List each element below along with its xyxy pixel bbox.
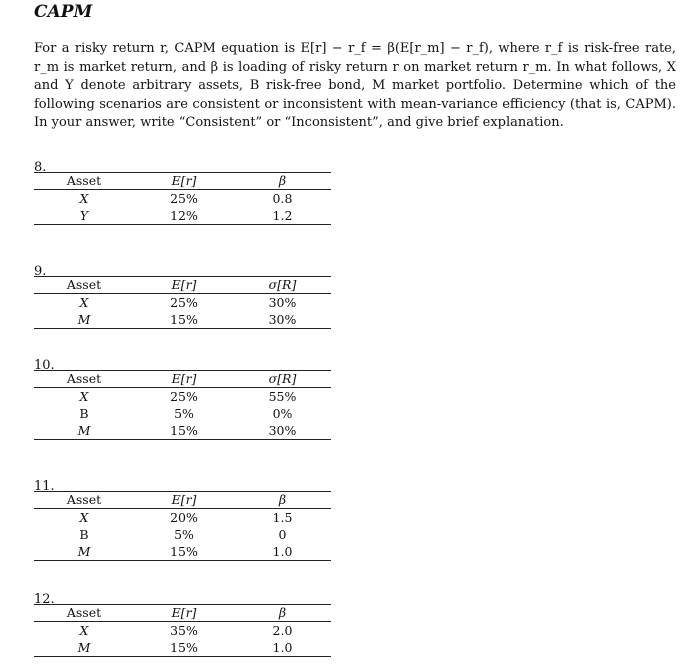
- asset-table: [34, 604, 331, 657]
- table-row: [34, 207, 331, 225]
- problem-number: 12.: [34, 592, 55, 607]
- asset-name: Y: [34, 207, 134, 225]
- beta-value: 0.8: [272, 191, 293, 206]
- header-beta: β: [234, 173, 331, 190]
- table-row: [34, 622, 331, 640]
- table-header-row: [34, 605, 331, 622]
- asset-name: X: [79, 623, 89, 638]
- header-beta: β: [234, 605, 331, 622]
- asset-table: [34, 172, 331, 225]
- table-row: [34, 422, 331, 440]
- header-expected-return: E[r]: [134, 173, 234, 190]
- beta-value: 2.0: [272, 623, 293, 638]
- asset-name: B: [79, 406, 89, 421]
- volatility-value: 55%: [268, 389, 297, 404]
- expected-return-value: 5%: [174, 406, 194, 421]
- table-row: [34, 190, 331, 208]
- table-row: [34, 543, 331, 561]
- volatility-value: 30%: [234, 311, 331, 329]
- header-asset: Asset: [34, 173, 134, 190]
- volatility-value: 0%: [272, 406, 293, 421]
- table-row: [34, 639, 331, 657]
- table-row: [34, 405, 331, 422]
- expected-return-value: 5%: [174, 527, 194, 542]
- beta-value: 0: [278, 527, 287, 542]
- table-header-row: [34, 371, 331, 388]
- expected-return-value: 15%: [134, 311, 234, 329]
- volatility-value: 30%: [268, 295, 297, 310]
- header-expected-return: E[r]: [134, 492, 234, 509]
- asset-table: [34, 276, 331, 329]
- asset-table: [34, 370, 331, 440]
- table-header-row: [34, 277, 331, 294]
- header-volatility: σ[R]: [234, 371, 331, 388]
- asset-table: [34, 491, 331, 561]
- asset-name: X: [79, 510, 89, 525]
- header-asset: Asset: [34, 371, 134, 388]
- table-row: [34, 526, 331, 543]
- header-beta: β: [234, 492, 331, 509]
- asset-name: X: [79, 295, 89, 310]
- expected-return-value: 15%: [134, 543, 234, 561]
- beta-value: 1.2: [234, 207, 331, 225]
- beta-value: 1.0: [234, 639, 331, 657]
- volatility-value: 30%: [234, 422, 331, 440]
- page-title: CAPM: [34, 2, 93, 22]
- table-row: [34, 388, 331, 406]
- table-header-row: [34, 492, 331, 509]
- beta-value: 1.5: [272, 510, 293, 525]
- asset-name: M: [34, 543, 134, 561]
- problem-number: 8.: [34, 160, 47, 175]
- beta-value: 1.0: [234, 543, 331, 561]
- header-expected-return: E[r]: [134, 605, 234, 622]
- header-expected-return: E[r]: [134, 371, 234, 388]
- problem-number: 10.: [34, 358, 55, 373]
- problem-number: 9.: [34, 264, 47, 279]
- asset-name: B: [79, 527, 89, 542]
- header-asset: Asset: [34, 277, 134, 294]
- header-asset: Asset: [34, 492, 134, 509]
- table-header-row: [34, 173, 331, 190]
- asset-name: M: [34, 639, 134, 657]
- table-row: [34, 311, 331, 329]
- table-row: [34, 294, 331, 312]
- asset-name: X: [79, 191, 89, 206]
- intro-paragraph: For a risky return r, CAPM equation is E[r] − r_f = β(E[r_m] − r_f), where r_f is risk-free rate, r_m is market return, and β is loading of risky return r on market return r_m. In what follows, X and Y denote arbitrary assets, B risk-free bond, M market portfolio. Determine which of the following scenarios are consistent or inconsistent with mean-variance efficiency (that is, CAPM). In your answer, write “Consistent” or “Inconsistent”, and give brief explanation.: [34, 41, 676, 131]
- problem-number: 11.: [34, 479, 55, 494]
- header-volatility: σ[R]: [234, 277, 331, 294]
- expected-return-value: 20%: [170, 510, 198, 525]
- header-expected-return: E[r]: [134, 277, 234, 294]
- expected-return-value: 15%: [134, 422, 234, 440]
- expected-return-value: 12%: [134, 207, 234, 225]
- expected-return-value: 25%: [170, 389, 198, 404]
- expected-return-value: 15%: [134, 639, 234, 657]
- table-row: [34, 509, 331, 527]
- asset-name: M: [34, 311, 134, 329]
- asset-name: M: [34, 422, 134, 440]
- expected-return-value: 25%: [170, 295, 198, 310]
- expected-return-value: 25%: [170, 191, 198, 206]
- asset-name: X: [79, 389, 89, 404]
- expected-return-value: 35%: [170, 623, 198, 638]
- header-asset: Asset: [34, 605, 134, 622]
